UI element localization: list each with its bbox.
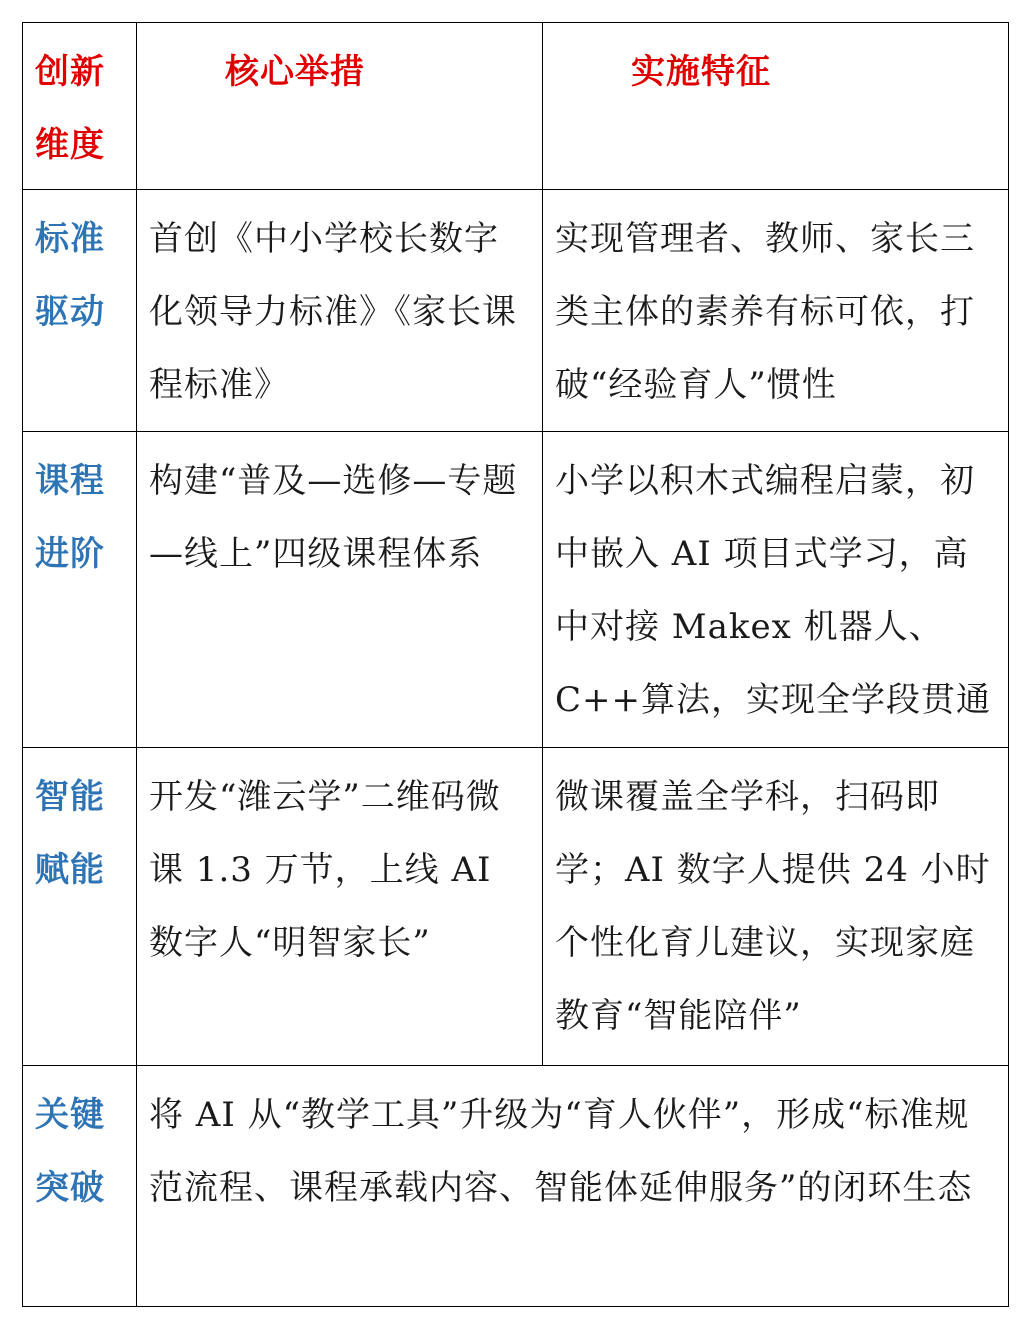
header-dimension: 创新维度	[35, 52, 105, 165]
dimension-cell	[23, 190, 137, 432]
table-header-row	[23, 23, 1009, 190]
row-dimension: 课程进阶	[35, 461, 105, 574]
breakthrough-dimension: 关键突破	[35, 1095, 105, 1208]
row-measure: 构建“普及—选修—专题—线上”四级课程体系	[149, 461, 518, 574]
header-measure: 核心举措	[225, 52, 365, 92]
measure-cell	[137, 432, 543, 748]
dimension-cell	[23, 432, 137, 748]
table-row	[23, 748, 1009, 1066]
breakthrough-row	[23, 1066, 1009, 1307]
header-feature-cell	[543, 23, 1009, 190]
feature-cell	[543, 748, 1009, 1066]
measure-cell	[137, 190, 543, 432]
header-measure-cell	[137, 23, 543, 190]
breakthrough-dimension-cell	[23, 1066, 137, 1307]
row-feature: 小学以积木式编程启蒙，初中嵌入 AI 项目式学习，高中对接 Makex 机器人、C++算法，实现全学段贯通	[555, 461, 991, 720]
header-feature: 实施特征	[631, 52, 771, 92]
row-dimension: 智能赋能	[35, 777, 105, 890]
row-dimension: 标准驱动	[35, 219, 105, 332]
feature-cell	[543, 190, 1009, 432]
table-row	[23, 190, 1009, 432]
header-dimension-cell	[23, 23, 137, 190]
measure-cell	[137, 748, 543, 1066]
row-feature: 实现管理者、教师、家长三类主体的素养有标可依，打破“经验育人”惯性	[555, 219, 975, 405]
row-measure: 首创《中小学校长数字化领导力标准》《家长课程标准》	[149, 219, 517, 405]
row-measure: 开发“潍云学”二维码微课 1.3 万节，上线 AI 数字人“明智家长”	[149, 777, 501, 963]
breakthrough-content-cell	[137, 1066, 1009, 1307]
row-feature: 微课覆盖全学科，扫码即学；AI 数字人提供 24 小时个性化育儿建议，实现家庭教育“智能陪伴”	[555, 777, 991, 1036]
table-row	[23, 432, 1009, 748]
innovation-table	[22, 22, 1009, 1307]
breakthrough-content: 将 AI 从“教学工具”升级为“育人伙伴”，形成“标准规范流程、课程承载内容、智能体延伸服务”的闭环生态	[149, 1095, 973, 1208]
dimension-cell	[23, 748, 137, 1066]
feature-cell	[543, 432, 1009, 748]
